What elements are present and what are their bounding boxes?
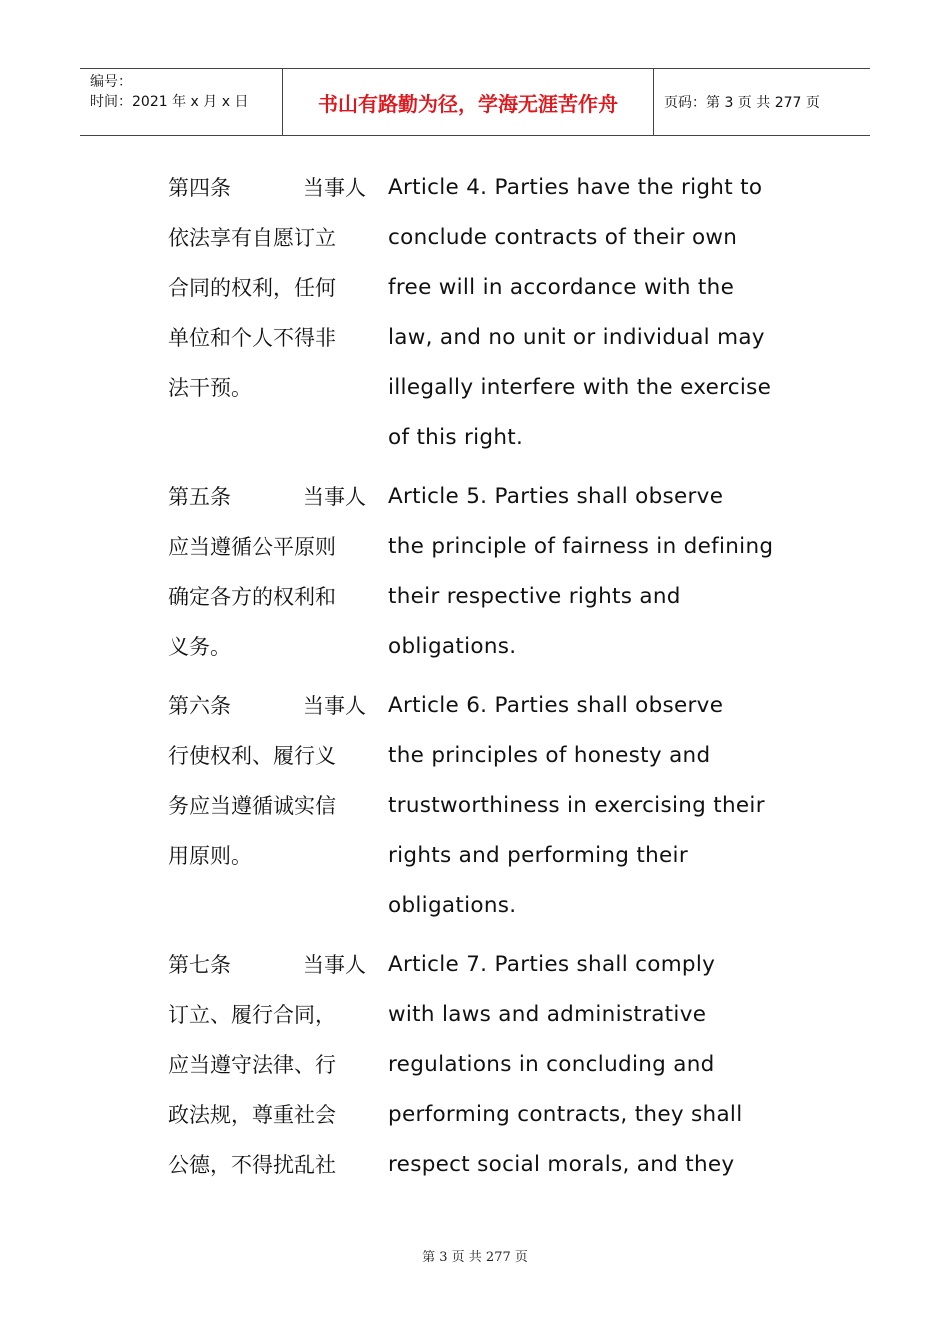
en-line: performing contracts, they shall xyxy=(388,1102,743,1127)
article-subject-cn: 当事人 xyxy=(303,176,366,200)
articles-content xyxy=(168,163,808,1199)
en-line: rights and performing their xyxy=(388,843,688,868)
en-line: conclude contracts of their own xyxy=(388,225,738,250)
page-footer: 第 3 页 共 277 页 xyxy=(422,1250,528,1265)
cn-line: 义务。 xyxy=(168,635,231,659)
en-line: illegally interfere with the exercise xyxy=(388,375,772,400)
en-line: trustworthiness in exercising their xyxy=(388,793,765,818)
article-chinese-text xyxy=(168,163,388,463)
article-english-text xyxy=(388,163,808,463)
document-number-label: 编号： xyxy=(90,74,132,90)
article-chinese-text xyxy=(168,472,388,672)
en-line: free will in accordance with the xyxy=(388,275,735,300)
en-line: obligations. xyxy=(388,893,517,918)
header-motto: 书山有路勤为径，学海无涯苦作舟 xyxy=(282,69,654,135)
cn-line: 依法享有自愿订立 xyxy=(168,226,336,250)
cn-line: 用原则。 xyxy=(168,844,252,868)
article-row xyxy=(168,163,808,463)
article-chinese-text xyxy=(168,681,388,931)
en-line: respect social morals, and they xyxy=(388,1152,735,1177)
article-number-cn: 第六条 xyxy=(168,694,231,718)
article-subject-cn: 当事人 xyxy=(303,694,366,718)
document-date: 时间：2021 年 x 月 x 日 xyxy=(90,94,249,110)
en-line: Article 5. Parties shall observe xyxy=(388,484,724,509)
cn-line: 法干预。 xyxy=(168,376,252,400)
article-subject-cn: 当事人 xyxy=(303,953,366,977)
en-line: Article 7. Parties shall comply xyxy=(388,952,716,977)
article-row xyxy=(168,940,808,1190)
en-line: obligations. xyxy=(388,634,517,659)
en-line: law, and no unit or individual may xyxy=(388,325,765,350)
cn-line: 订立、履行合同， xyxy=(168,1003,336,1027)
cn-line: 行使权利、履行义 xyxy=(168,744,336,768)
en-line: with laws and administrative xyxy=(388,1002,707,1027)
en-line: of this right. xyxy=(388,425,524,450)
article-number-cn: 第七条 xyxy=(168,953,231,977)
article-english-text xyxy=(388,681,808,931)
article-chinese-text xyxy=(168,940,388,1190)
cn-line: 单位和个人不得非 xyxy=(168,326,336,350)
en-line: their respective rights and xyxy=(388,584,681,609)
en-line: Article 6. Parties shall observe xyxy=(388,693,724,718)
article-english-text xyxy=(388,940,808,1190)
cn-line: 务应当遵循诚实信 xyxy=(168,794,336,818)
en-line: the principle of fairness in defining xyxy=(388,534,774,559)
cn-line: 应当遵循公平原则 xyxy=(168,535,336,559)
article-english-text xyxy=(388,472,808,672)
en-line: the principles of honesty and xyxy=(388,743,711,768)
article-number-cn: 第四条 xyxy=(168,176,231,200)
page-header xyxy=(80,68,870,136)
cn-line: 公德，不得扰乱社 xyxy=(168,1153,336,1177)
article-row xyxy=(168,681,808,931)
header-page-info: 页码：第 3 页 共 277 页 xyxy=(664,95,820,111)
en-line: regulations in concluding and xyxy=(388,1052,715,1077)
cn-line: 政法规，尊重社会 xyxy=(168,1103,336,1127)
en-line: Article 4. Parties have the right to xyxy=(388,175,763,200)
header-meta xyxy=(80,69,282,135)
article-number-cn: 第五条 xyxy=(168,485,231,509)
cn-line: 应当遵守法律、行 xyxy=(168,1053,336,1077)
cn-line: 确定各方的权利和 xyxy=(168,585,336,609)
article-subject-cn: 当事人 xyxy=(303,485,366,509)
article-row xyxy=(168,472,808,672)
cn-line: 合同的权利，任何 xyxy=(168,276,336,300)
